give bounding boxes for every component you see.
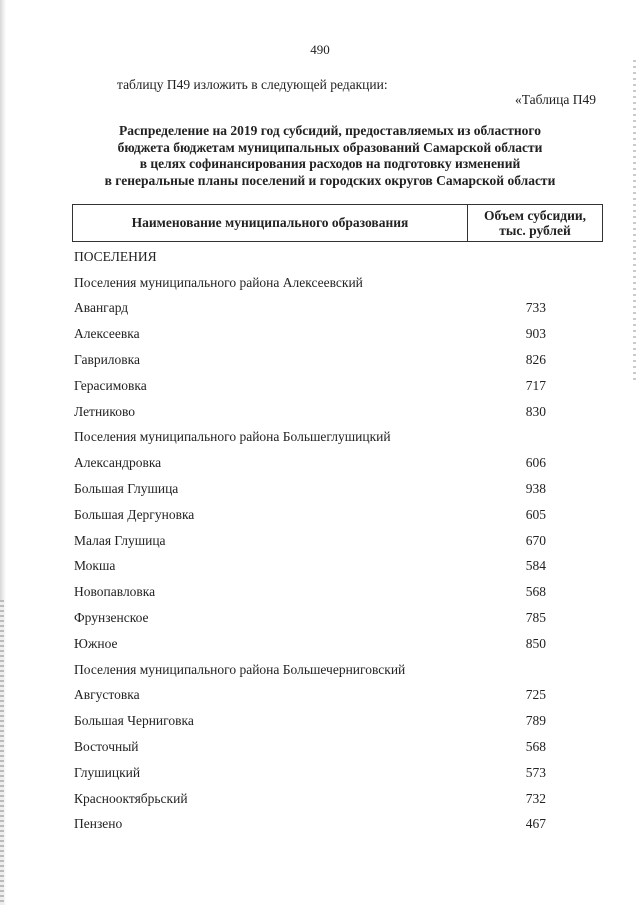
row-name: Большая Черниговка: [74, 713, 194, 729]
table-row: [74, 605, 546, 631]
table-row: [74, 270, 546, 296]
table-row: [74, 244, 546, 270]
title-line: бюджета бюджетам муниципальных образований Самарской области: [117, 139, 543, 155]
row-value: 733: [525, 300, 546, 316]
row-value: 568: [525, 739, 546, 755]
row-name: Фрунзенское: [74, 610, 149, 626]
table-row: [74, 450, 546, 476]
row-value: 717: [525, 377, 546, 393]
document-title: [40, 123, 620, 189]
column-header-amount: [468, 205, 602, 241]
table-row: [74, 476, 546, 502]
row-value: 826: [525, 352, 546, 368]
title-line: в целях софинансирования расходов на подготовку изменений: [139, 156, 521, 171]
scan-edge-left-bottom: [0, 600, 4, 905]
table-row: [74, 734, 546, 760]
row-value: 850: [525, 635, 546, 651]
column-header-amount-line1: Объем субсидии,: [483, 208, 586, 223]
row-name: Герасимовка: [74, 377, 147, 393]
row-value: 725: [525, 687, 546, 703]
row-value: 938: [525, 481, 546, 497]
table-row: [74, 373, 546, 399]
row-name: Поселения муниципального района Алексеевский: [74, 274, 363, 290]
table-body: [74, 244, 546, 837]
table-row: [74, 296, 546, 322]
table-row: [74, 657, 546, 683]
page-number: 490: [310, 42, 330, 57]
table-row: [74, 425, 546, 451]
row-name: Краснооктябрьский: [74, 790, 188, 806]
row-value: 606: [525, 455, 546, 471]
table-row: [74, 683, 546, 709]
table-header: [72, 204, 603, 242]
row-name: Южное: [74, 635, 118, 651]
table-row: [74, 502, 546, 528]
row-name: Большая Глушица: [74, 481, 179, 497]
row-name: Августовка: [74, 687, 140, 703]
title-line: Распределение на 2019 год субсидий, предоставляемых из областного: [119, 123, 541, 138]
row-value: 568: [525, 584, 546, 600]
table-row: [74, 786, 546, 812]
table-row: [74, 631, 546, 657]
table-row: [74, 347, 546, 373]
row-name: Александровка: [74, 455, 162, 471]
row-name: Пензено: [74, 816, 123, 832]
row-value: 670: [525, 532, 546, 548]
column-header-amount-line2: тыс. рублей: [499, 223, 571, 238]
row-value: 732: [525, 790, 546, 806]
row-name: Авангард: [74, 300, 129, 316]
title-line: в генеральные планы поселений и городских округов Самарской области: [104, 172, 556, 188]
table-row: [74, 760, 546, 786]
row-value: 903: [525, 326, 546, 342]
table-row: [74, 399, 546, 425]
table-row: [74, 579, 546, 605]
table-row: [74, 708, 546, 734]
row-value: 830: [525, 403, 546, 419]
column-header-name: Наименование муниципального образования: [73, 205, 468, 241]
row-value: 467: [525, 816, 546, 832]
scan-edge-right: [633, 60, 636, 380]
row-name: Глушицкий: [74, 764, 141, 780]
row-name: ПОСЕЛЕНИЯ: [74, 248, 157, 264]
row-name: Алексеевка: [74, 326, 140, 342]
row-name: Летниково: [74, 403, 136, 419]
row-name: Поселения муниципального района Большеглушицкий: [74, 429, 391, 445]
row-name: Поселения муниципального района Большечерниговский: [74, 661, 406, 677]
row-value: 785: [525, 610, 546, 626]
intro-text: таблицу П49 изложить в следующей редакции:: [117, 77, 388, 92]
table-row: [74, 528, 546, 554]
row-value: 584: [525, 558, 546, 574]
row-name: Большая Дергуновка: [74, 506, 195, 522]
row-value: 605: [525, 506, 546, 522]
row-name: Гавриловка: [74, 352, 141, 368]
row-value: 789: [525, 713, 546, 729]
table-row: [74, 812, 546, 838]
table-row: [74, 554, 546, 580]
table-reference: «Таблица П49: [515, 92, 596, 107]
row-value: 573: [525, 764, 546, 780]
table-row: [74, 321, 546, 347]
row-name: Мокша: [74, 558, 116, 574]
row-name: Восточный: [74, 739, 139, 755]
row-name: Малая Глушица: [74, 532, 166, 548]
row-name: Новопавловка: [74, 584, 156, 600]
